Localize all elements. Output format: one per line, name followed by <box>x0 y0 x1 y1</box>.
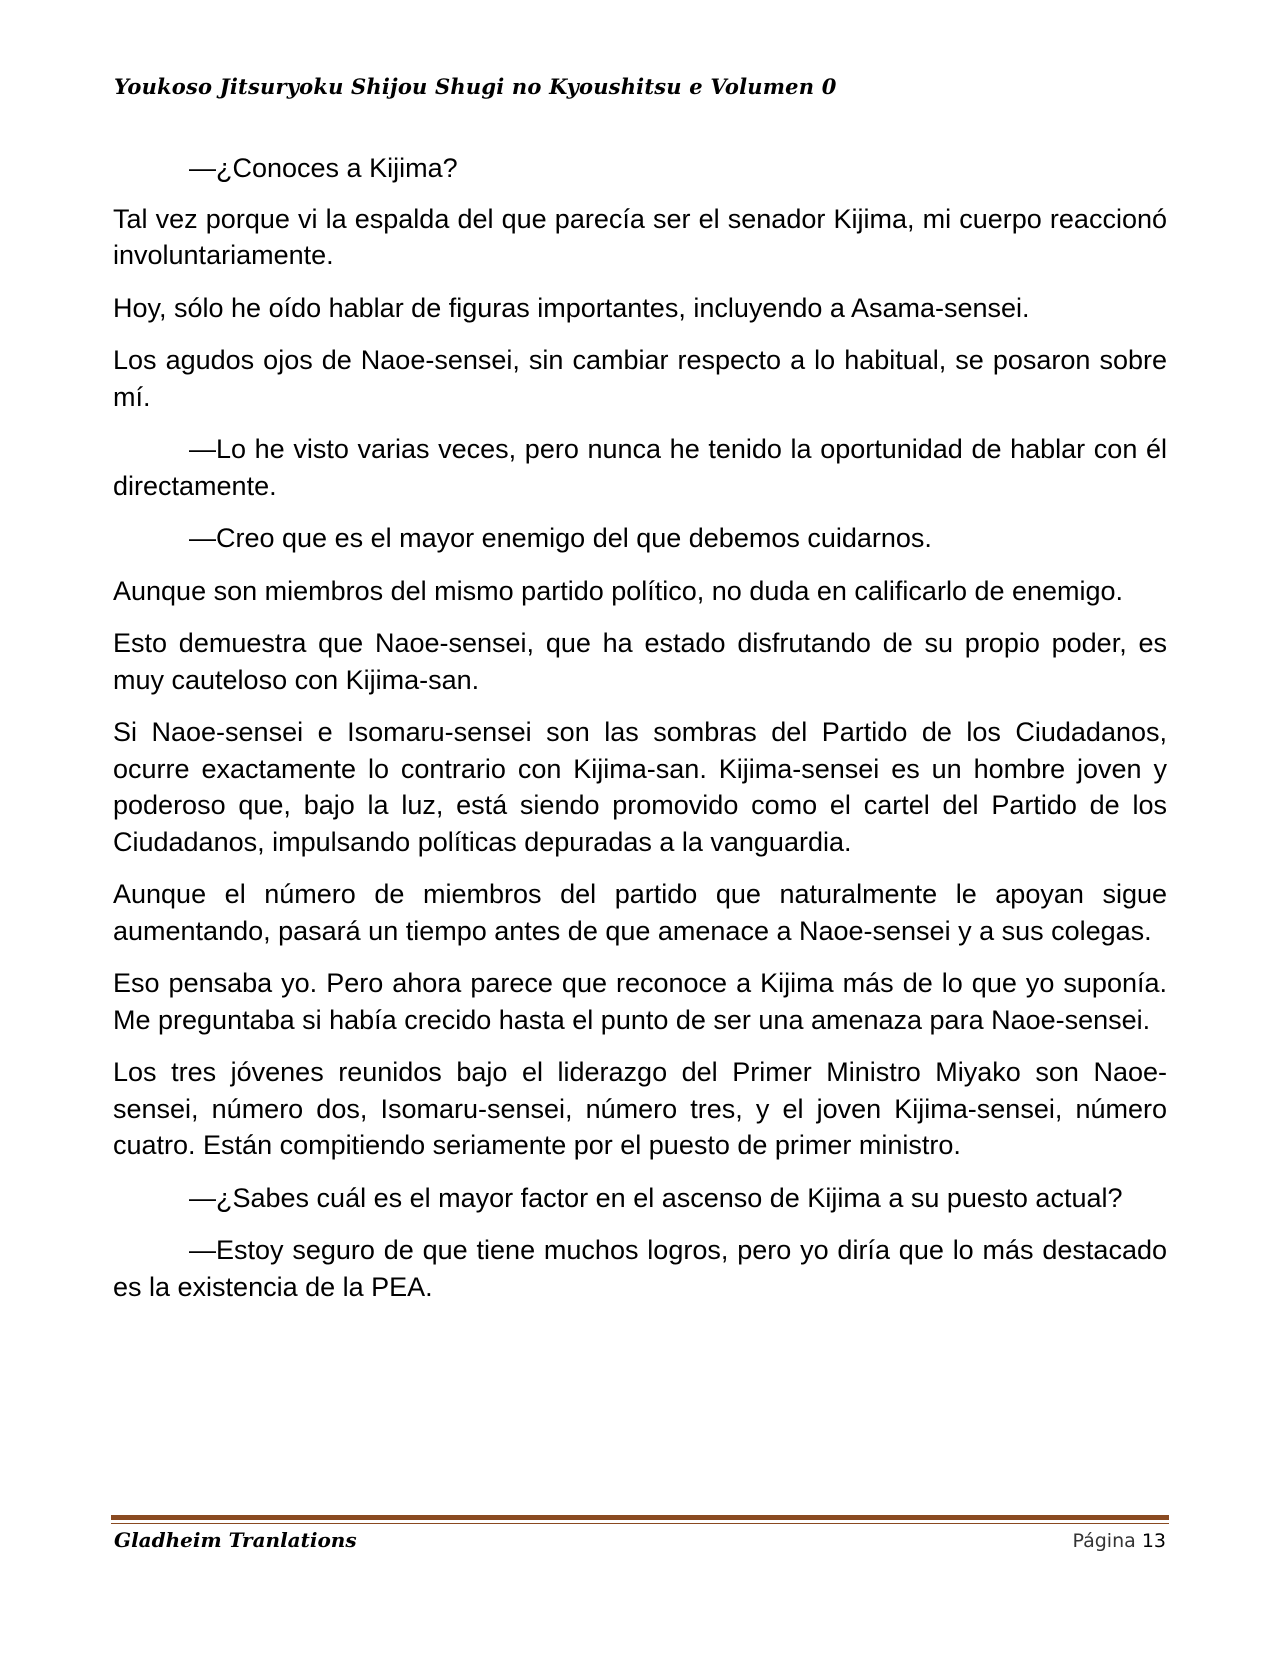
dialog-paragraph: —¿Sabes cuál es el mayor factor en el ascenso de Kijima a su puesto actual? <box>189 1182 1123 1213</box>
narration-paragraph: Los tres jóvenes reunidos bajo el liderazgo del Primer Ministro Miyako son Naoe-sensei, número dos, Isomaru-sensei, número tres, y el joven Kijima-sensei, número cuatro. Están compitiendo seriamente por el puesto de primer ministro. <box>113 1057 1167 1160</box>
page-number: 13 <box>1141 1530 1166 1552</box>
page-label: Página <box>1072 1530 1136 1552</box>
dialog-paragraph: —Estoy seguro de que tiene muchos logros, pero yo diría que lo más destacado es la existencia de la PEA. <box>113 1235 1167 1302</box>
narration-paragraph: Aunque son miembros del mismo partido político, no duda en calificarlo de enemigo. <box>113 575 1124 606</box>
footer-credit: Gladheim Tranlations <box>114 1528 357 1552</box>
narration-paragraph: Eso pensaba yo. Pero ahora parece que reconoce a Kijima más de lo que yo suponía. Me preguntaba si había crecido hasta el punto de ser una amenaza para Naoe-sensei. <box>113 968 1167 1035</box>
narration-paragraph: Si Naoe-sensei e Isomaru-sensei son las sombras del Partido de los Ciudadanos, ocurre exactamente lo contrario con Kijima-san. Kijima-sensei es un hombre joven y poderoso que, bajo la luz, está siendo promovido como el cartel del Partido de los Ciudadanos, impulsando políticas depuradas a la vanguardia. <box>113 717 1167 857</box>
narration-paragraph: Esto demuestra que Naoe-sensei, que ha estado disfrutando de su propio poder, es muy cauteloso con Kijima-san. <box>113 628 1167 695</box>
narration-paragraph: Los agudos ojos de Naoe-sensei, sin cambiar respecto a lo habitual, se posaron sobre mí. <box>113 345 1167 412</box>
running-header-title: Youkoso Jitsuryoku Shijou Shugi no Kyoushitsu e Volumen 0 <box>114 74 837 99</box>
body-text <box>113 150 1167 1321</box>
dialog-paragraph: —¿Conoces a Kijima? <box>189 153 458 183</box>
page-number-block <box>1072 1530 1166 1552</box>
narration-paragraph: Tal vez porque vi la espalda del que parecía ser el senador Kijima, mi cuerpo reaccionó involuntariamente. <box>113 203 1167 270</box>
footer-divider-thin <box>111 1523 1169 1524</box>
narration-paragraph: Aunque el número de miembros del partido que naturalmente le apoyan sigue aumentando, pasará un tiempo antes de que amenace a Naoe-sensei y a sus colegas. <box>113 879 1167 946</box>
footer-divider-thick <box>111 1515 1169 1520</box>
dialog-paragraph: —Lo he visto varias veces, pero nunca he tenido la oportunidad de hablar con él directamente. <box>113 434 1167 501</box>
dialog-paragraph: —Creo que es el mayor enemigo del que debemos cuidarnos. <box>189 523 932 553</box>
narration-paragraph: Hoy, sólo he oído hablar de figuras importantes, incluyendo a Asama-sensei. <box>113 292 1030 323</box>
